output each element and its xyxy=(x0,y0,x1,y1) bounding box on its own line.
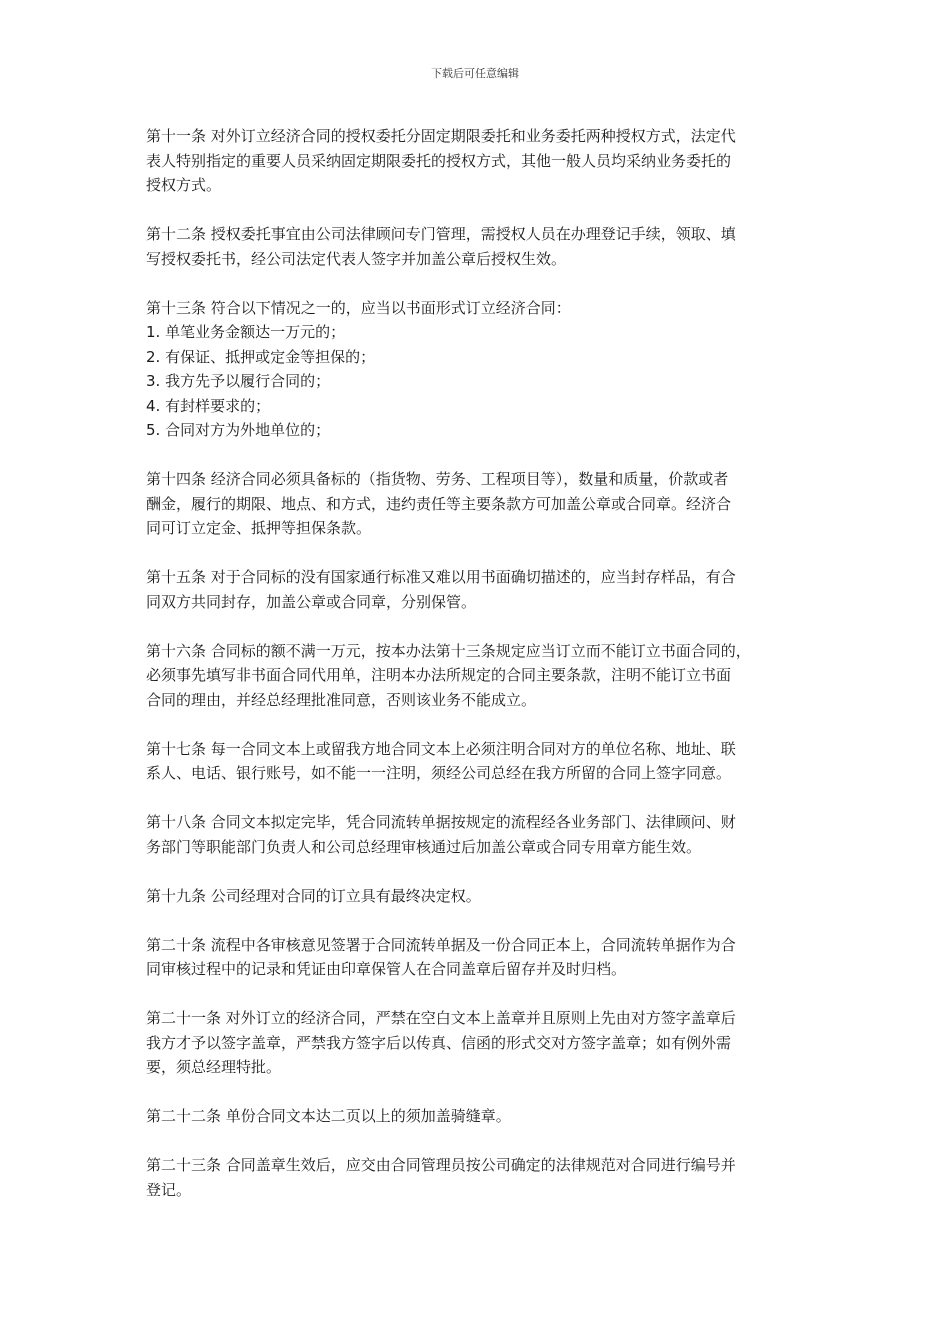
text-line: 写授权委托书，经公司法定代表人签字并加盖公章后授权生效。 xyxy=(146,249,567,268)
text-line: 1. 单笔业务金额达一万元的； xyxy=(146,323,346,341)
article-paragraph xyxy=(146,639,811,713)
text-line: 必须事先填写非书面合同代用单，注明本办法所规定的合同主要条款，注明不能订立书面 xyxy=(146,666,732,684)
text-line: 授权方式。 xyxy=(146,176,222,194)
article-paragraph xyxy=(146,1006,811,1080)
text-line: 第二十条 流程中各审核意见签署于合同流转单据及一份合同正本上，合同流转单据作为合 xyxy=(146,935,736,954)
text-line: 第十四条 经济合同必须具备标的（指货物、劳务、工程项目等），数量和质量，价款或者 xyxy=(146,470,729,488)
text-line: 酬金，履行的期限、地点、和方式，违约责任等主要条款方可加盖公章或合同章。经济合 xyxy=(146,494,732,513)
text-line: 第十五条 对于合同标的没有国家通行标准又难以用书面确切描述的，应当封存样品，有合 xyxy=(146,568,736,586)
article-paragraph xyxy=(146,565,811,614)
article-paragraph xyxy=(146,737,811,786)
article-paragraph xyxy=(146,1153,811,1202)
text-line: 表人特别指定的重要人员采纳固定期限委托的授权方式，其他一般人员均采纳业务委托的 xyxy=(146,151,732,170)
text-line: 系人、电话、银行账号，如不能一一注明，须经公司总经在我方所留的合同上签字同意。 xyxy=(146,764,732,782)
text-line: 我方才予以签字盖章，严禁我方签字后以传真、信函的形式交对方签字盖章；如有例外需 xyxy=(146,1033,732,1052)
text-line: 第十八条 合同文本拟定完毕，凭合同流转单据按规定的流程经各业务部门、法律顾问、财 xyxy=(146,813,736,831)
text-line: 务部门等职能部门负责人和公司总经理审核通过后加盖公章或合同专用章方能生效。 xyxy=(146,837,702,856)
text-line: 合同的理由，并经总经理批准同意，否则该业务不能成立。 xyxy=(146,690,537,709)
text-line: 同审核过程中的记录和凭证由印章保管人在合同盖章后留存并及时归档。 xyxy=(146,960,627,978)
text-line: 第二十三条 合同盖章生效后，应交由合同管理员按公司确定的法律规范对合同进行编号并 xyxy=(146,1156,736,1174)
article-paragraph xyxy=(146,810,811,859)
text-line: 第二十二条 单份合同文本达二页以上的须加盖骑缝章。 xyxy=(146,1107,511,1125)
article-paragraph xyxy=(146,124,811,198)
text-line: 第十二条 授权委托事宜由公司法律顾问专门管理，需授权人员在办理登记手续，领取、填 xyxy=(146,225,736,243)
article-paragraph xyxy=(146,1104,811,1129)
document-body xyxy=(146,124,811,1227)
text-line: 5. 合同对方为外地单位的； xyxy=(146,421,331,439)
text-line: 第十六条 合同标的额不满一万元，按本办法第十三条规定应当订立而不能订立书面合同的， xyxy=(146,641,751,660)
article-paragraph xyxy=(146,933,811,982)
text-line: 2. 有保证、抵押或定金等担保的； xyxy=(146,347,376,366)
article-paragraph xyxy=(146,467,811,541)
article-paragraph xyxy=(146,884,811,909)
article-paragraph xyxy=(146,296,811,443)
text-line: 同可订立定金、抵押等担保条款。 xyxy=(146,519,372,537)
text-line: 第十一条 对外订立经济合同的授权委托分固定期限委托和业务委托两种授权方式，法定代 xyxy=(146,127,736,145)
page-header: 下载后可任意编辑 xyxy=(431,67,519,80)
text-line: 同双方共同封存，加盖公章或合同章，分别保管。 xyxy=(146,592,477,611)
text-line: 第十七条 每一合同文本上或留我方地合同文本上必须注明合同对方的单位名称、地址、联 xyxy=(146,739,736,758)
text-line: 3. 我方先予以履行合同的； xyxy=(146,372,331,390)
text-line: 第二十一条 对外订立的经济合同，严禁在空白文本上盖章并且原则上先由对方签字盖章后 xyxy=(146,1009,736,1027)
text-line: 第十三条 符合以下情况之一的，应当以书面形式订立经济合同： xyxy=(146,298,571,317)
text-line: 要，须总经理特批。 xyxy=(146,1058,282,1076)
text-line: 第十九条 公司经理对合同的订立具有最终决定权。 xyxy=(146,886,481,905)
text-line: 4. 有封样要求的； xyxy=(146,396,271,415)
text-line: 登记。 xyxy=(146,1180,192,1199)
article-paragraph xyxy=(146,222,811,271)
